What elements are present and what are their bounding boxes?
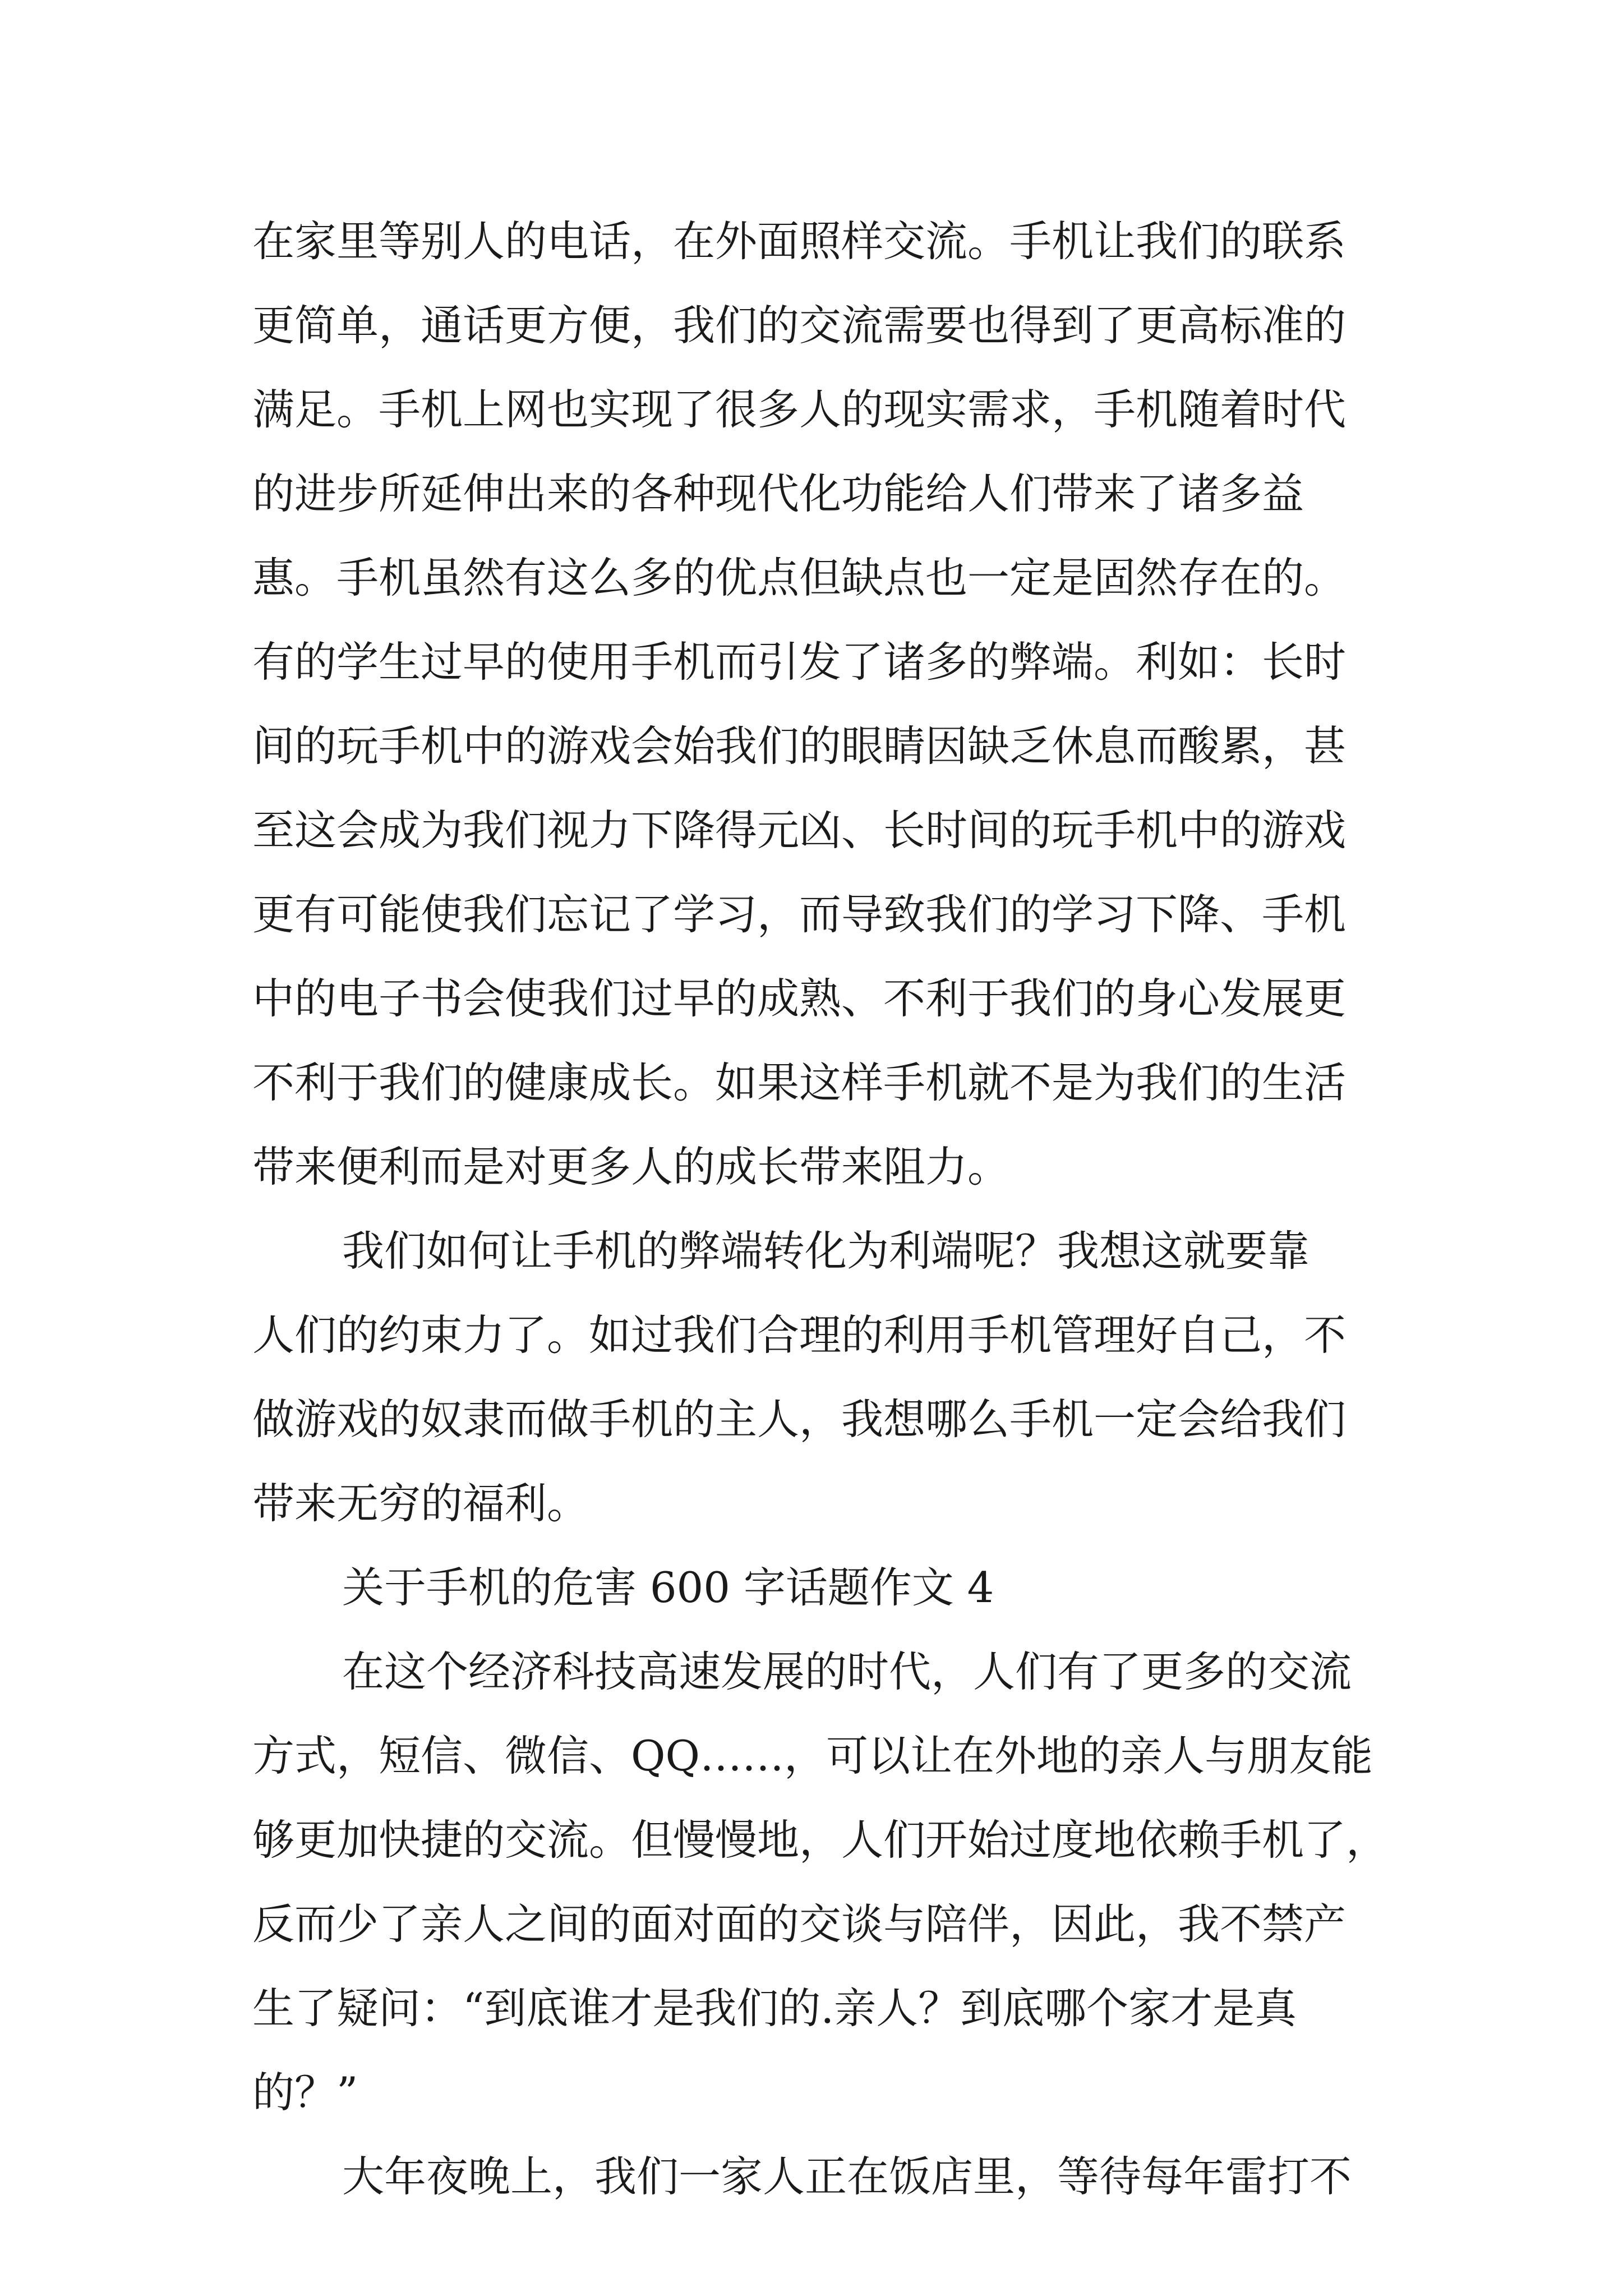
text-line: 够更加快捷的交流。但慢慢地，人们开始过度地依赖手机了，	[252, 1815, 1389, 1865]
text-line: 惠。手机虽然有这么多的优点但缺点也一定是固然存在的。	[252, 553, 1347, 602]
text-line: 不利于我们的健康成长。如果这样手机就不是为我们的生活	[252, 1058, 1347, 1107]
text-line: 更有可能使我们忘记了学习，而导致我们的学习下降、手机	[252, 890, 1347, 939]
text-line: 更简单，通话更方便，我们的交流需要也得到了更高标准的	[252, 301, 1347, 350]
text-line: 方式，短信、微信、QQ……，可以让在外地的亲人与朋友能	[252, 1731, 1373, 1780]
text-line: 人们的约束力了。如过我们合理的利用手机管理好自己，不	[252, 1310, 1347, 1360]
text-line: 的进步所延伸出来的各种现代化功能给人们带来了诸多益	[252, 469, 1304, 518]
text-line: 的？”	[252, 2068, 358, 2117]
paragraph-start-line: 在这个经济科技高速发展的时代，人们有了更多的交流	[342, 1647, 1352, 1696]
paragraph-start-line: 我们如何让手机的弊端转化为利端呢？我想这就要靠	[342, 1226, 1310, 1276]
text-line: 至这会成为我们视力下降得元凶、长时间的玩手机中的游戏	[252, 806, 1347, 855]
text-line: 做游戏的奴隶而做手机的主人，我想哪么手机一定会给我们	[252, 1395, 1347, 1444]
body-text	[252, 199, 1396, 2219]
text-line: 反而少了亲人之间的面对面的交谈与陪伴，因此，我不禁产	[252, 1899, 1347, 1949]
text-line: 生了疑问：“到底谁才是我们的.亲人？到底哪个家才是真	[252, 1984, 1297, 2033]
text-line: 在家里等别人的电话，在外面照样交流。手机让我们的联系	[252, 217, 1347, 266]
text-line: 带来无穷的福利。	[252, 1479, 589, 1528]
paragraph-start-line: 大年夜晚上，我们一家人正在饭店里，等待每年雷打不	[342, 2152, 1352, 2201]
text-line: 满足。手机上网也实现了很多人的现实需求，手机随着时代	[252, 385, 1347, 434]
section-heading: 关于手机的危害 600 字话题作文 4	[342, 1563, 994, 1612]
text-line: 有的学生过早的使用手机而引发了诸多的弊端。利如：长时	[252, 637, 1347, 687]
text-line: 间的玩手机中的游戏会始我们的眼睛因缺乏休息而酸累，甚	[252, 721, 1347, 771]
text-line: 带来便利而是对更多人的成长带来阻力。	[252, 1142, 1010, 1191]
text-line: 中的电子书会使我们过早的成熟、不利于我们的身心发展更	[252, 974, 1347, 1023]
